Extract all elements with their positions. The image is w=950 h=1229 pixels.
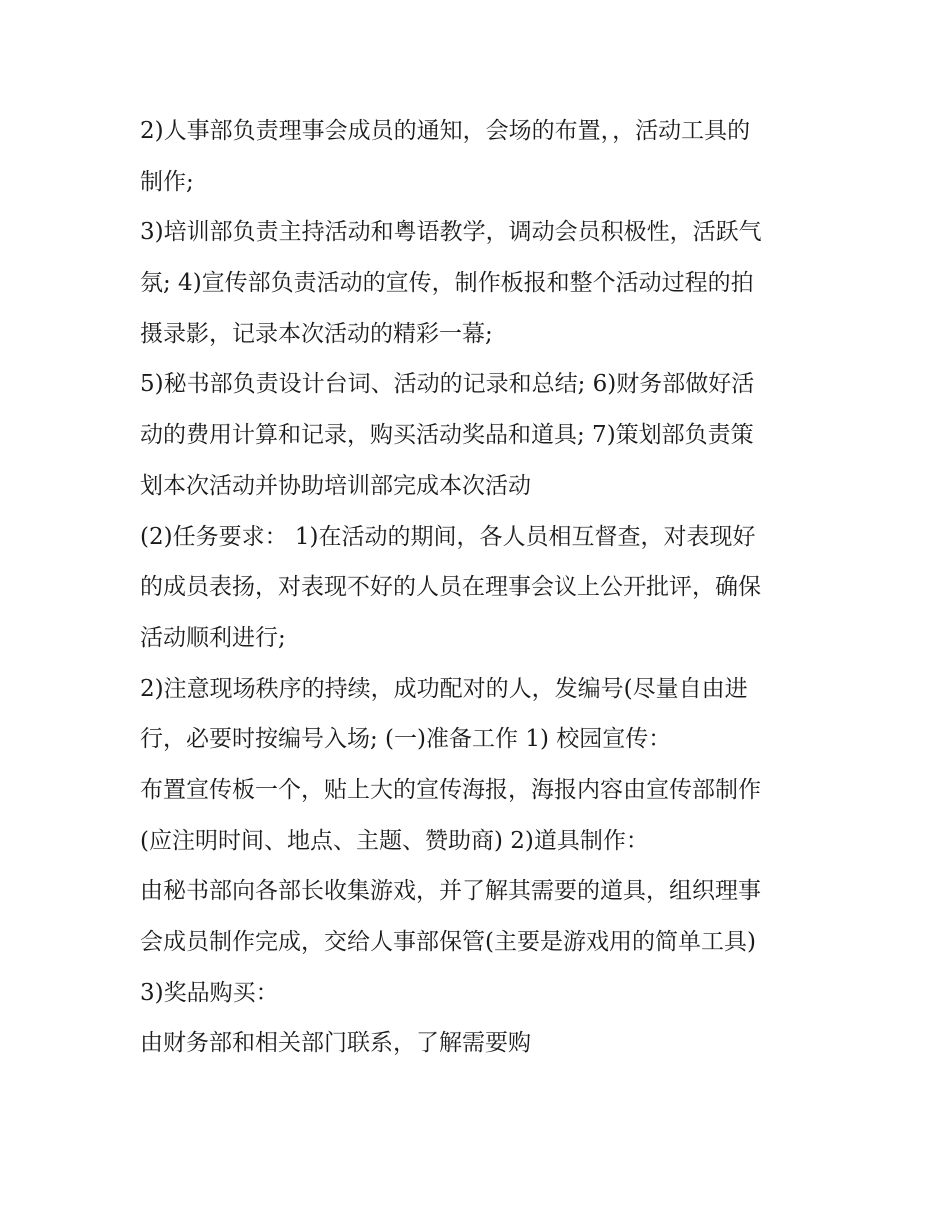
text-line: 活动顺利进行;	[140, 624, 286, 651]
text-line: 氛; 4)宣传部负责活动的宣传，制作板报和整个活动过程的拍	[140, 270, 754, 297]
text-line: 由财务部和相关部门联系，了解需要购	[140, 1030, 531, 1057]
text-line: 5)秘书部负责设计台词、活动的记录和总结; 6)财务部做好活	[140, 371, 755, 398]
text-line: 划本次活动并协助培训部完成本次活动	[140, 472, 531, 499]
text-line: 的成员表扬，对表现不好的人员在理事会议上公开批评，确保	[140, 574, 761, 601]
text-line: 2)注意现场秩序的持续，成功配对的人，发编号(尽量自由进	[140, 675, 748, 702]
text-line: (应注明时间、地点、主题、赞助商) 2)道具制作：	[140, 827, 649, 854]
text-line: 动的费用计算和记录，购买活动奖品和道具; 7)策划部负责策	[140, 422, 754, 449]
text-line: 摄录影，记录本次活动的精彩一幕;	[140, 320, 493, 347]
text-line: 2)人事部负责理事会成员的通知，会场的布置，，活动工具的	[140, 118, 751, 144]
document-body	[140, 106, 820, 1069]
text-line: 3)培训部负责主持活动和粤语教学，调动会员积极性，活跃气	[140, 219, 762, 246]
text-line: 会成员制作完成，交给人事部保管(主要是游戏用的简单工具)	[140, 929, 756, 955]
text-line: 由秘书部向各部长收集游戏，并了解其需要的道具，组织理事	[140, 878, 761, 905]
text-line: 布置宣传板一个，贴上大的宣传海报，海报内容由宣传部制作	[140, 776, 761, 803]
text-line: (2)任务要求： 1)在活动的期间，各人员相互督查，对表现好	[140, 523, 756, 550]
text-line: 行，必要时按编号入场; (一)准备工作 1) 校园宣传：	[140, 726, 672, 753]
text-line: 3)奖品购买：	[140, 979, 279, 1006]
text-line: 制作;	[140, 168, 194, 195]
